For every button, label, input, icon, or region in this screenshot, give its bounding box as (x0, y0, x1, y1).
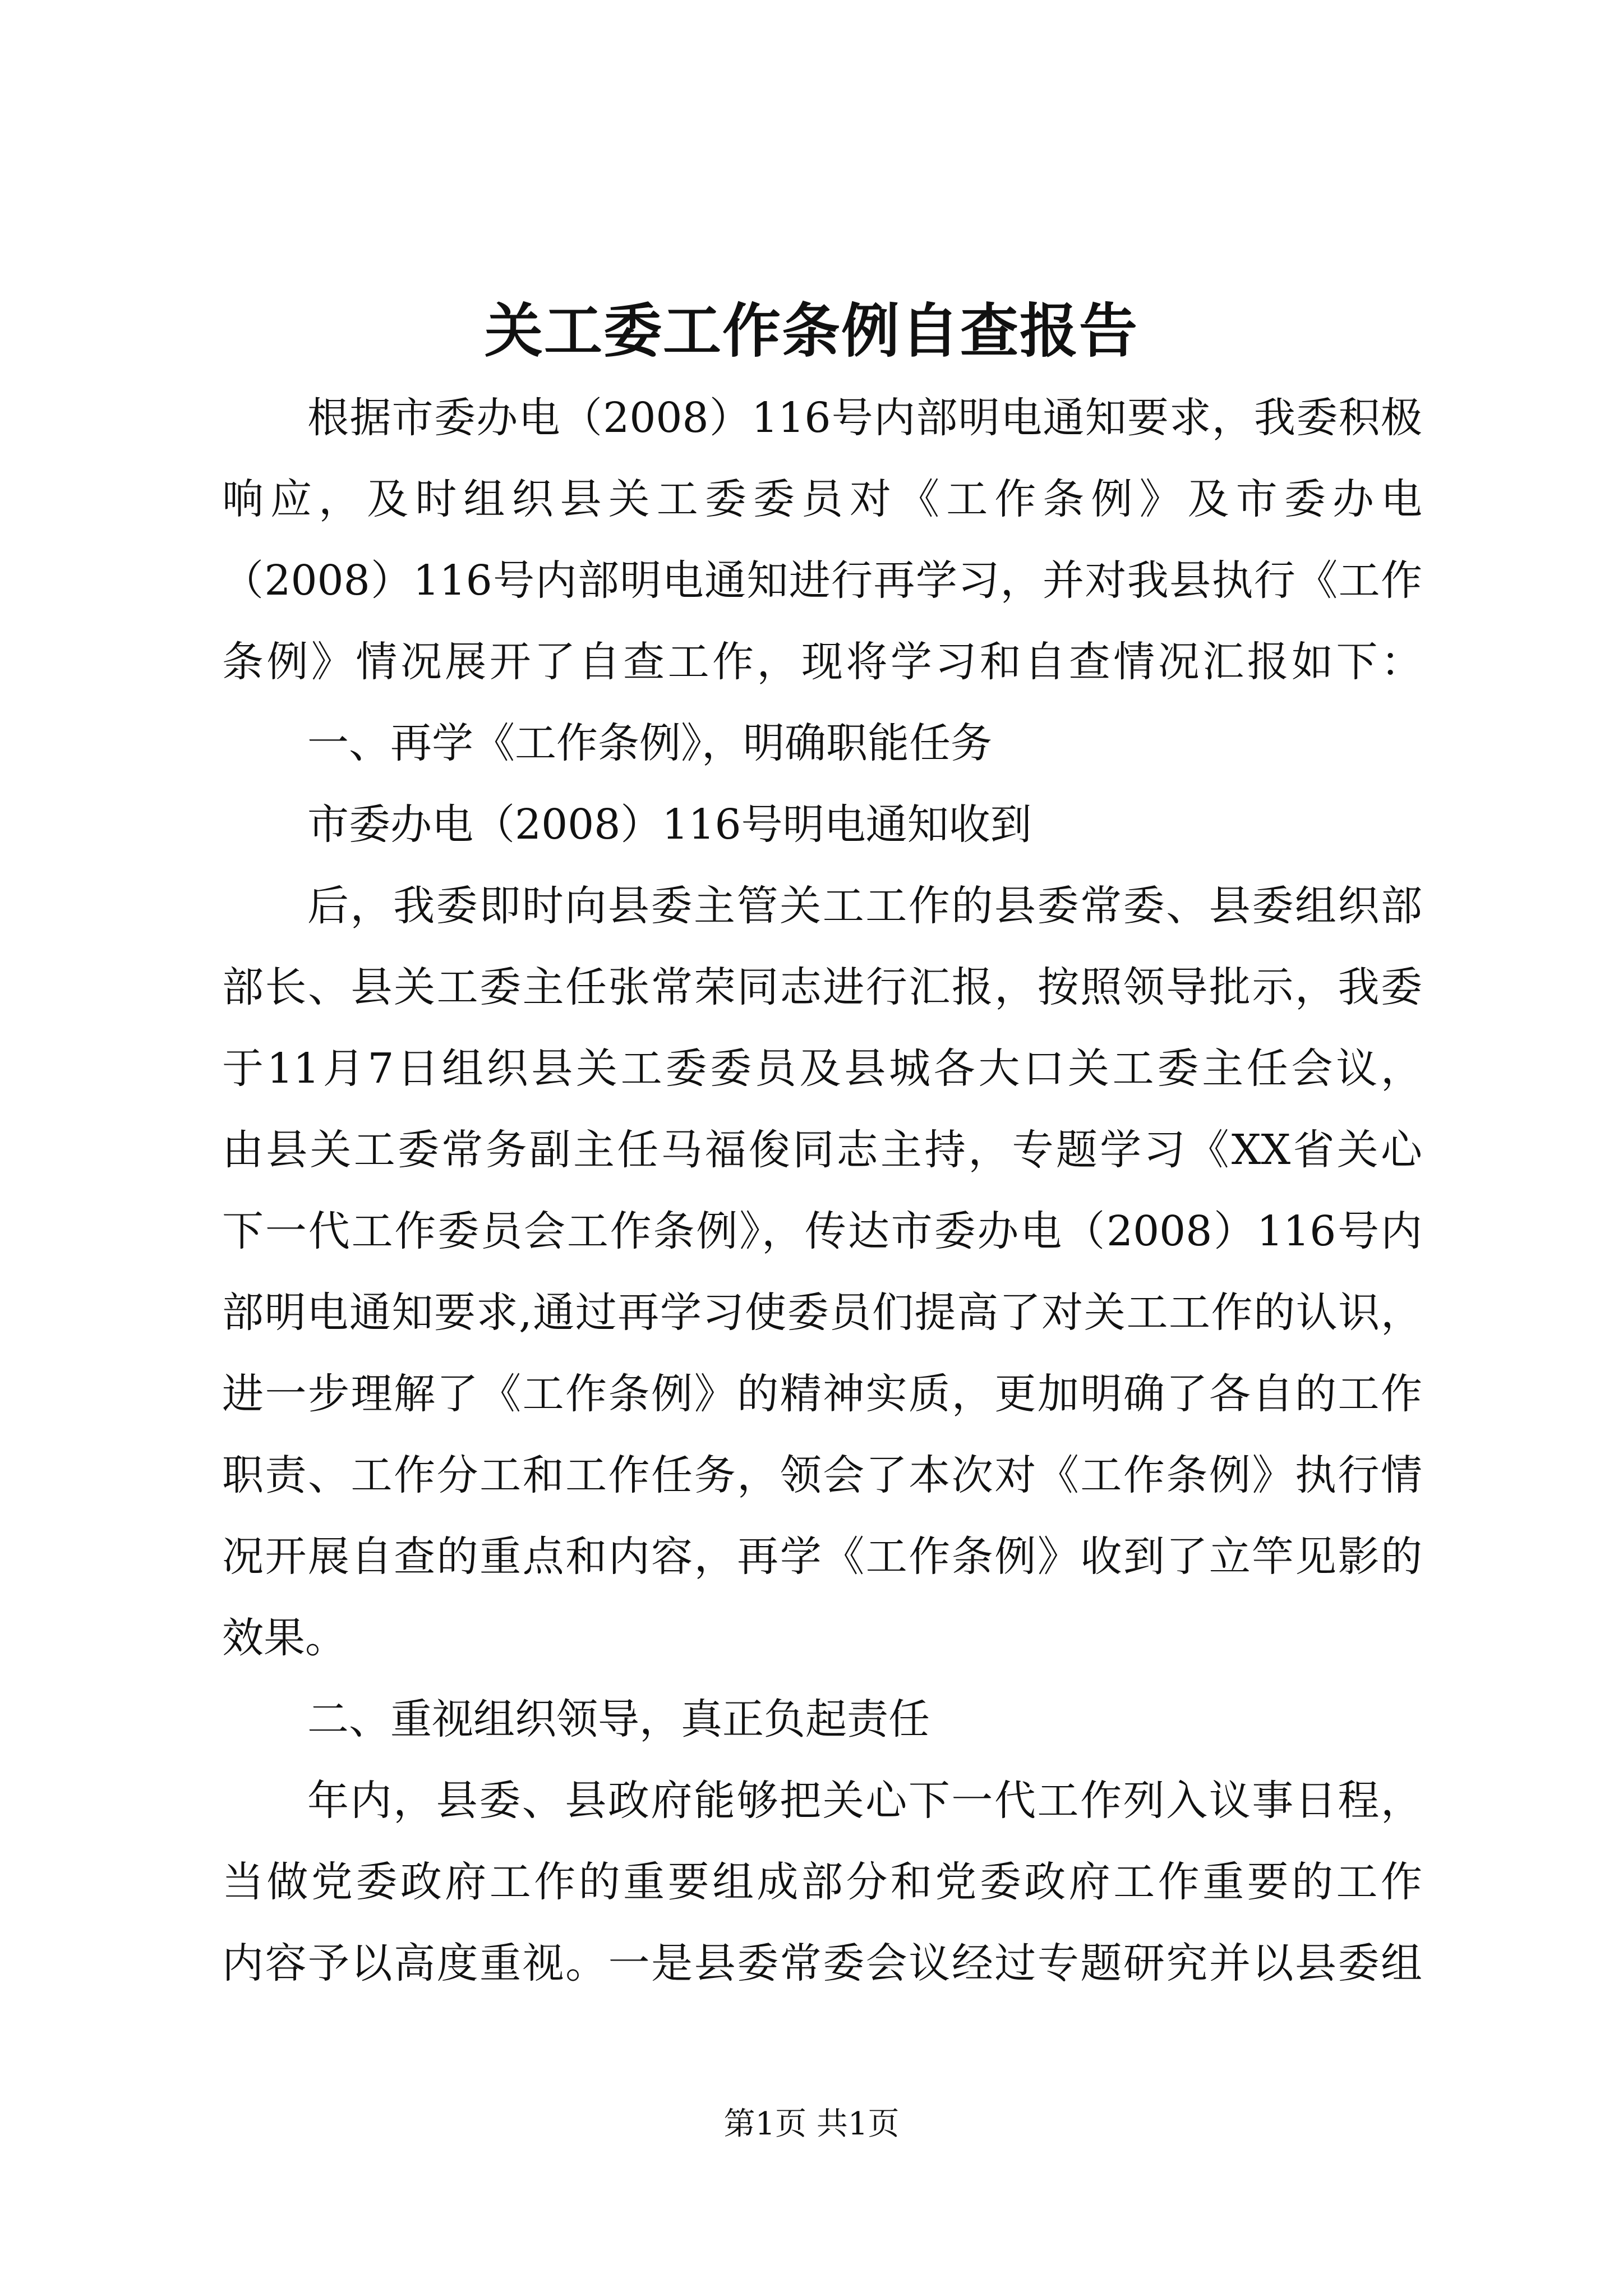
paragraph-line: 部长、县关工委主任张常荣同志进行汇报，按照领导批示，我委 (222, 963, 1422, 1011)
paragraph-line: 市委办电（2008）116号明电通知收到 (307, 800, 1032, 849)
paragraph-line: 况开展自查的重点和内容，再学《工作条例》收到了立竿见影的 (222, 1533, 1422, 1581)
document-title: 关工委工作条例自查报告 (484, 296, 1138, 365)
paragraph-line: 当做党委政府工作的重要组成部分和党委政府工作重要的工作 (222, 1858, 1422, 1906)
paragraph-line: 内容予以高度重视。一是县委常委会议经过专题研究并以县委组 (222, 1939, 1422, 1987)
paragraph-line: 条例》情况展开了自查工作，现将学习和自查情况汇报如下： (222, 638, 1422, 686)
paragraph-line: 由县关工委常务副主任马福俊同志主持，专题学习《XX省关心 (222, 1126, 1422, 1174)
paragraph-line: 职责、工作分工和工作任务，领会了本次对《工作条例》执行情 (222, 1451, 1422, 1499)
paragraph-line: 年内，县委、县政府能够把关心下一代工作列入议事日程， (307, 1777, 1422, 1825)
page-footer: 第1页 共1页 (723, 2106, 900, 2142)
section-heading: 一、再学《工作条例》，明确职能任务 (307, 719, 992, 767)
paragraph-line: 下一代工作委员会工作条例》，传达市委办电（2008）116号内 (222, 1207, 1422, 1255)
paragraph-line: 根据市委办电（2008）116号内部明电通知要求，我委积极 (307, 394, 1422, 442)
paragraph-line: 响应，及时组织县关工委委员对《工作条例》及市委办电 (222, 475, 1422, 523)
paragraph-line: （2008）116号内部明电通知进行再学习，并对我县执行《工作 (222, 556, 1422, 605)
paragraph-line: 效果。 (222, 1614, 347, 1662)
paragraph-line: 进一步理解了《工作条例》的精神实质，更加明确了各自的工作 (222, 1370, 1422, 1418)
paragraph-line: 部明电通知要求,通过再学习使委员们提高了对关工工作的认识， (222, 1289, 1422, 1337)
section-heading: 二、重视组织领导，真正负起责任 (307, 1695, 930, 1743)
paragraph-line: 后，我委即时向县委主管关工工作的县委常委、县委组织部 (307, 882, 1422, 930)
paragraph-line: 于11月7日组织县关工委委员及县城各大口关工委主任会议， (222, 1045, 1422, 1093)
